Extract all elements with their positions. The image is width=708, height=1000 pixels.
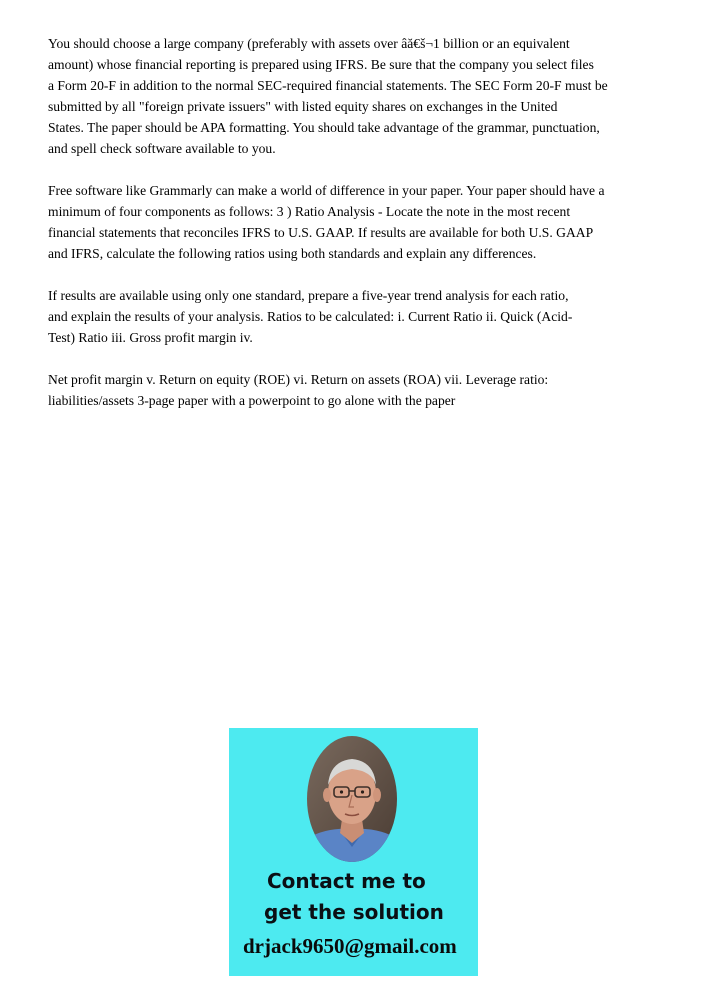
text-line: and IFRS, calculate the following ratios using both standards and explain any differences. xyxy=(48,246,537,261)
promo-heading-line-2: get the solution xyxy=(264,900,444,924)
contact-email-link[interactable]: drjack9650@gmail.com xyxy=(243,934,457,958)
promo-heading-line-1: Contact me to xyxy=(267,869,426,893)
text-line: and explain the results of your analysis. Ratios to be calculated: i. Current Ratio ii. Quick (Acid- xyxy=(48,309,573,324)
text-line: financial statements that reconciles IFRS to U.S. GAAP. If results are available for both U.S. GAAP xyxy=(48,225,594,240)
text-line: liabilities/assets 3-page paper with a powerpoint to go alone with the paper xyxy=(48,393,456,408)
text-line: minimum of four components as follows: 3 ) Ratio Analysis - Locate the note in the most recent xyxy=(48,204,571,219)
paragraph-1 xyxy=(48,33,648,159)
portrait-photo xyxy=(306,735,398,863)
text-line: Test) Ratio iii. Gross profit margin iv. xyxy=(48,330,253,345)
paragraph-3 xyxy=(48,285,648,348)
document-body xyxy=(48,33,648,432)
contact-promo-banner[interactable] xyxy=(229,728,478,976)
paragraph-2 xyxy=(48,180,648,264)
paragraph-4 xyxy=(48,369,648,411)
text-line: submitted by all "foreign private issuers" with listed equity shares on exchanges in the United xyxy=(48,99,558,114)
text-line: Net profit margin v. Return on equity (ROE) vi. Return on assets (ROA) vii. Leverage ratio: xyxy=(48,372,549,387)
text-line: If results are available using only one standard, prepare a five-year trend analysis for each ratio, xyxy=(48,288,569,303)
text-line: You should choose a large company (preferably with assets over âă€š¬1 billion or an equivalent xyxy=(48,36,570,51)
text-line: a Form 20-F in addition to the normal SEC-required financial statements. The SEC Form 20-F must be xyxy=(48,78,608,93)
text-line: Free software like Grammarly can make a world of difference in your paper. Your paper should have a xyxy=(48,183,605,198)
text-line: amount) whose financial reporting is prepared using IFRS. Be sure that the company you select files xyxy=(48,57,594,72)
text-line: and spell check software available to you. xyxy=(48,141,276,156)
text-line: States. The paper should be APA formatting. You should take advantage of the grammar, punctuation, xyxy=(48,120,600,135)
